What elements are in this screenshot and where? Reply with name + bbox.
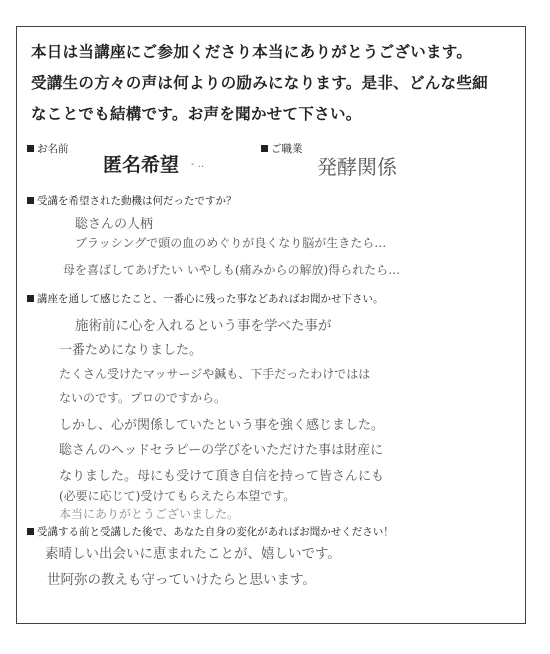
occupation-label-row bbox=[261, 141, 303, 156]
square-bullet-icon bbox=[261, 145, 268, 152]
answer-2-line-9: 本当にありがとうございました。 bbox=[59, 507, 240, 521]
intro-line-1: 本日は当講座にご参加くださり本当にありがとうございます。 bbox=[31, 43, 473, 61]
name-trailing-mark: - .. bbox=[191, 159, 205, 170]
name-label: お名前 bbox=[37, 143, 69, 155]
intro-line-3: なことでも結構です。お声を聞かせて下さい。 bbox=[31, 105, 362, 123]
answer-3-line-2: 世阿弥の教えも守っていけたらと思います。 bbox=[47, 572, 316, 588]
question-2 bbox=[27, 291, 384, 306]
square-bullet-icon bbox=[27, 197, 34, 204]
answer-2-line-8: (必要に応じて)受けてもらえたら本望です。 bbox=[59, 489, 296, 503]
question-1-label: 受講を希望された動機は何だったですか？ bbox=[37, 195, 237, 207]
square-bullet-icon bbox=[27, 528, 34, 535]
question-2-label: 講座を通して感じたこと、一番心に残った事などあればお聞かせ下さい。 bbox=[37, 293, 384, 305]
intro-line-2: 受講生の方々の声は何よりの励みになります。是非、どんな些細 bbox=[31, 74, 488, 92]
answer-2-line-6: 聡さんのヘッドセラピーの学びをいただけた事は財産に bbox=[59, 443, 384, 458]
name-value: 匿名希望 bbox=[103, 154, 180, 176]
answer-1-line-3: 母を喜ばしてあげたい いやしも(痛みからの解放)得られたら… bbox=[63, 263, 401, 277]
answer-1-line-1: 聡さんの人柄 bbox=[75, 217, 154, 232]
answer-2-line-3: たくさん受けたマッサージや鍼も、下手だったわけではは bbox=[59, 367, 371, 381]
question-3-label: 受講する前と受講した後で、あなた自身の変化があればお聞かせください！ bbox=[37, 526, 394, 538]
square-bullet-icon bbox=[27, 145, 34, 152]
occupation-label: ご職業 bbox=[271, 143, 303, 155]
square-bullet-icon bbox=[27, 295, 34, 302]
name-label-row bbox=[27, 141, 69, 156]
answer-2-line-4: ないのです。プロのですから。 bbox=[59, 391, 227, 405]
question-1 bbox=[27, 193, 237, 208]
question-3 bbox=[27, 524, 394, 539]
answer-2-line-1: 施術前に心を入れるという事を学べた事が bbox=[75, 318, 332, 334]
answer-2-line-2: 一番ためになりました。 bbox=[59, 343, 203, 358]
intro-message bbox=[31, 37, 521, 130]
answer-2-line-7: なりました。母にも受けて頂き自信を持って皆さんにも bbox=[59, 469, 385, 484]
answer-3-line-1: 素晴しい出会いに恵まれたことが、嬉しいです。 bbox=[45, 546, 341, 562]
occupation-value: 発酵関係 bbox=[317, 155, 397, 179]
survey-form bbox=[16, 26, 526, 624]
answer-1-line-2: ブラッシングで頭の血のめぐりが良くなり脳が生きたら… bbox=[75, 236, 387, 250]
answer-2-line-5: しかし、心が関係していたという事を強く感じました。 bbox=[59, 418, 385, 433]
